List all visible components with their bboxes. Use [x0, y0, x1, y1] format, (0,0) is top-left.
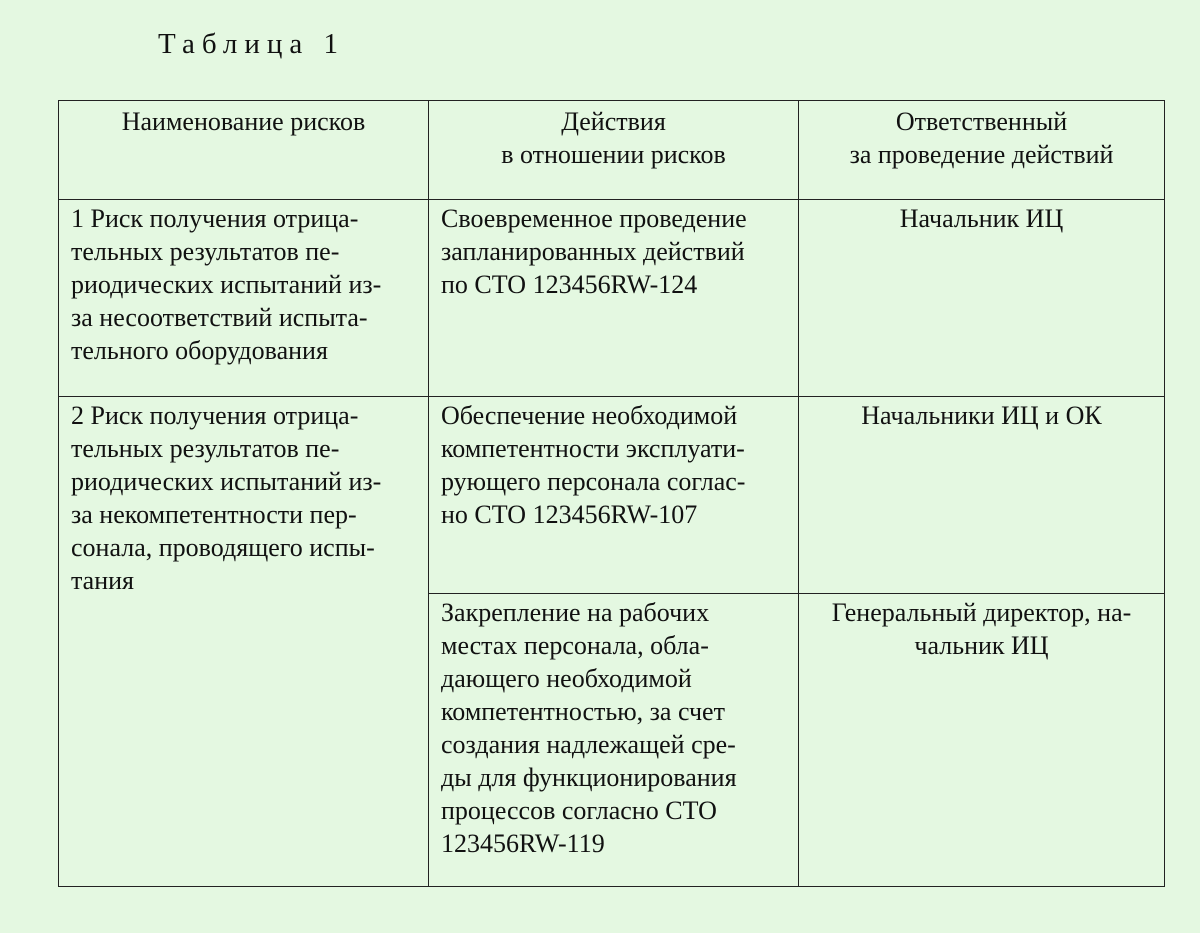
table-caption: Таблица 1: [158, 28, 346, 60]
risk-cell: 1 Риск получения отрица- тельных результатов пе- риодических испытаний из- за несоответствий испыта- тельного оборудования: [59, 200, 429, 397]
action-cell: Своевременное проведение запланированных действий по СТО 123456RW-124: [429, 200, 799, 397]
risk-table: [58, 100, 1165, 887]
table-header-row: [59, 101, 1165, 200]
action-cell: Закрепление на рабочих местах персонала, обла- дающего необходимой компетентностью, за счет создания надлежащей сре- ды для функционирования процессов согласно СТО 123456RW-119: [429, 594, 799, 887]
responsible-cell: Начальник ИЦ: [799, 200, 1165, 397]
responsible-cell: Генеральный директор, на- чальник ИЦ: [799, 594, 1165, 887]
header-actions: Действия в отношении рисков: [429, 101, 799, 200]
responsible-cell: Начальники ИЦ и ОК: [799, 397, 1165, 594]
table-row: [59, 200, 1165, 397]
table-row: [59, 397, 1165, 594]
risk-cell: 2 Риск получения отрица- тельных результатов пе- риодических испытаний из- за некомпетентности пер- сонала, проводящего испы- тания: [59, 397, 429, 887]
header-responsible: Ответственный за проведение действий: [799, 101, 1165, 200]
action-cell: Обеспечение необходимой компетентности эксплуати- рующего персонала соглас- но СТО 123456RW-107: [429, 397, 799, 594]
header-risk-name: Наименование рисков: [59, 101, 429, 200]
